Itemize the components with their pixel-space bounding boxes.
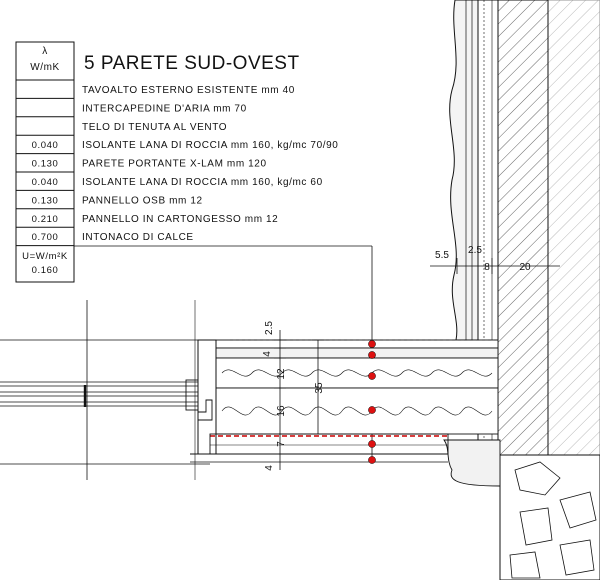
layer-lambda-value: 0.040 bbox=[31, 177, 59, 188]
layer-marker bbox=[368, 440, 375, 447]
u-value: 0.160 bbox=[31, 265, 59, 276]
lambda-symbol: λ bbox=[42, 46, 48, 57]
lambda-unit: W/mK bbox=[30, 62, 60, 73]
layer-label: PANNELLO IN CARTONGESSO mm 12 bbox=[82, 213, 279, 225]
layer-label: ISOLANTE LANA DI ROCCIA mm 160, kg/mc 60 bbox=[82, 177, 323, 188]
layer-rows bbox=[32, 85, 339, 243]
drawing-title: 5 PARETE SUD-OVEST bbox=[84, 53, 300, 74]
dim-5-5: 5.5 bbox=[435, 250, 449, 261]
dim-8: 8 bbox=[484, 262, 490, 273]
dim-v-7: 7 bbox=[276, 441, 287, 447]
layer-marker bbox=[368, 456, 375, 463]
dim-v-4-bottom: 4 bbox=[264, 465, 275, 471]
layer-label: PANNELLO OSB mm 12 bbox=[82, 195, 203, 207]
exterior-wall bbox=[444, 0, 600, 580]
layer-marker bbox=[368, 372, 375, 379]
dim-v-12: 12 bbox=[276, 368, 287, 380]
dim-2-5: 2.5 bbox=[468, 245, 482, 256]
layer-label: INTERCAPEDINE D'ARIA mm 70 bbox=[82, 103, 247, 115]
dim-20: 20 bbox=[519, 262, 531, 273]
layer-lambda-value: 0.130 bbox=[31, 195, 59, 207]
layer-lambda-value: 0.210 bbox=[31, 213, 59, 225]
layer-label: INTONACO DI CALCE bbox=[82, 232, 194, 244]
dim-v-4-top: 4 bbox=[262, 351, 273, 357]
window-frame bbox=[0, 300, 216, 480]
layer-lambda-value: 0.130 bbox=[31, 158, 59, 170]
layer-label: PARETE PORTANTE X-LAM mm 120 bbox=[82, 158, 267, 170]
layer-label: ISOLANTE LANA DI ROCCIA mm 160, kg/mc 70/90 bbox=[82, 140, 339, 152]
layer-label: TELO DI TENUTA AL VENTO bbox=[82, 121, 228, 133]
dim-v-35: 35 bbox=[314, 382, 325, 394]
layer-lambda-value: 0.040 bbox=[31, 140, 59, 152]
dim-v-16: 16 bbox=[276, 405, 287, 417]
layer-label: TAVOALTO ESTERNO ESISTENTE mm 40 bbox=[82, 85, 295, 96]
layer-marker bbox=[368, 406, 375, 413]
u-value-label: U=W/m²K bbox=[22, 251, 68, 262]
layer-lambda-value: 0.700 bbox=[31, 232, 59, 244]
layer-marker bbox=[368, 351, 375, 358]
dim-v-2-5: 2.5 bbox=[264, 321, 275, 335]
layer-marker bbox=[368, 340, 375, 347]
